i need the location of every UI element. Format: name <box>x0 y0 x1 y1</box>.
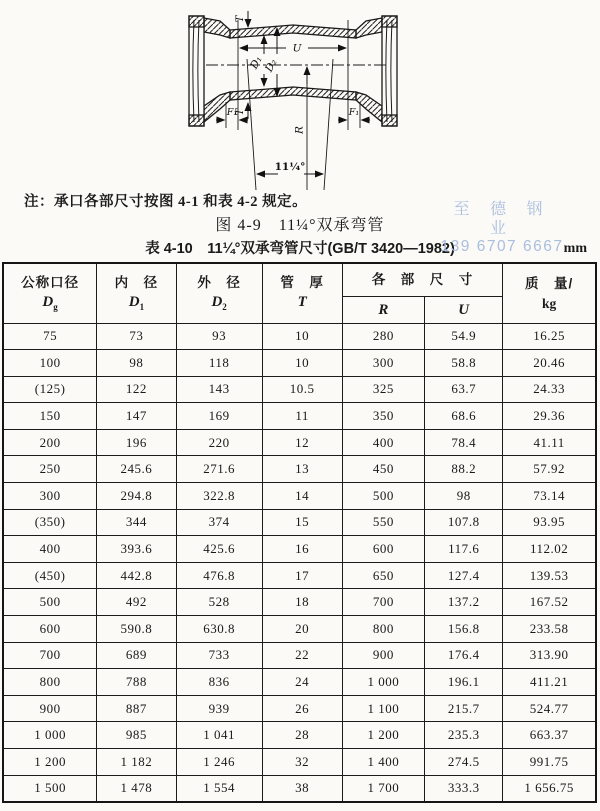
symbol-base: D <box>211 294 223 311</box>
symbol-base: D <box>42 294 54 311</box>
left-socket-mouth <box>189 16 204 126</box>
table-cell: 689 <box>97 642 176 669</box>
table-cell: 200 <box>3 429 97 456</box>
pipe-top-wall <box>230 25 356 38</box>
table-cell: (450) <box>3 562 97 589</box>
table-cell: 600 <box>342 536 424 563</box>
table-cell: 150 <box>3 403 97 430</box>
table-cell: 500 <box>342 483 424 510</box>
table-cell: 1 656.75 <box>503 775 596 802</box>
table-cell: 32 <box>262 749 342 776</box>
table-cell: 88.2 <box>425 456 503 483</box>
table-cell: 1 200 <box>3 749 97 776</box>
left-socket-top-flare <box>204 18 230 38</box>
table-cell: 1 246 <box>176 749 262 776</box>
table-cell: 1 554 <box>176 775 262 802</box>
table-cell: 169 <box>176 403 262 430</box>
table-cell: 500 <box>3 589 97 616</box>
table-cell: 800 <box>3 669 97 696</box>
table-row <box>3 749 596 776</box>
table-cell: 1 478 <box>97 775 176 802</box>
figure-caption: 图 4-9 11¼°双承弯管 <box>215 217 385 234</box>
table-row <box>3 376 596 403</box>
table-cell: 788 <box>97 669 176 696</box>
table-cell: 54.9 <box>425 323 503 350</box>
dimension-table-wrap <box>2 262 597 803</box>
table-cell: 143 <box>176 376 262 403</box>
table-cell: 524.77 <box>503 695 596 722</box>
dim-label-r: R <box>293 126 306 134</box>
table-row <box>3 456 596 483</box>
table-cell: 550 <box>342 509 424 536</box>
table-cell: 1 100 <box>342 695 424 722</box>
table-cell: 122 <box>97 376 176 403</box>
table-row <box>3 350 596 377</box>
right-socket-rim-top <box>382 16 397 27</box>
table-cell: 1 000 <box>342 669 424 696</box>
table-cell: 344 <box>97 509 176 536</box>
table-cell: 374 <box>176 509 262 536</box>
table-cell: 313.90 <box>503 642 596 669</box>
table-cell: 350 <box>342 403 424 430</box>
header-dims-cn: 各 部 尺 寸 <box>371 271 474 287</box>
table-cell: (350) <box>3 509 97 536</box>
col-header-wall-thickness <box>262 263 342 323</box>
header-nominal-symbol <box>4 293 96 313</box>
table-cell: 1 700 <box>342 775 424 802</box>
table-cell: 20.46 <box>503 350 596 377</box>
table-cell: 393.6 <box>97 536 176 563</box>
table-body <box>3 323 596 802</box>
table-cell: 294.8 <box>97 483 176 510</box>
table-cell: 196.1 <box>425 669 503 696</box>
table-cell: 274.5 <box>425 749 503 776</box>
table-cell: 991.75 <box>503 749 596 776</box>
table-cell: 98 <box>97 350 176 377</box>
table-cell: 26 <box>262 695 342 722</box>
table-cell: 215.7 <box>425 695 503 722</box>
table-cell: 442.8 <box>97 562 176 589</box>
table-cell: 78.4 <box>425 429 503 456</box>
table-cell: 57.92 <box>503 456 596 483</box>
table-cell: 1 500 <box>3 775 97 802</box>
table-row <box>3 589 596 616</box>
table-cell: 300 <box>342 350 424 377</box>
header-inner-symbol <box>97 293 175 313</box>
table-row <box>3 669 596 696</box>
table-cell: 476.8 <box>176 562 262 589</box>
table-cell: 1 182 <box>97 749 176 776</box>
table-cell: 245.6 <box>97 456 176 483</box>
table-cell: 58.8 <box>425 350 503 377</box>
table-cell: 325 <box>342 376 424 403</box>
table-cell: 14 <box>262 483 342 510</box>
table-cell: 492 <box>97 589 176 616</box>
header-mass-cn: 质 量/ <box>525 276 574 292</box>
watermark-phone: 139 6707 6667 <box>440 238 564 256</box>
table-row <box>3 536 596 563</box>
table-cell: 38 <box>262 775 342 802</box>
table-cell: 280 <box>342 323 424 350</box>
table-cell: (125) <box>3 376 97 403</box>
table-cell: 196 <box>97 429 176 456</box>
table-cell: 127.4 <box>425 562 503 589</box>
header-outer-symbol <box>177 293 262 313</box>
table-cell: 425.6 <box>176 536 262 563</box>
table-caption: 表 4-10 11¼°双承弯管尺寸(GB/T 3420—1982) <box>145 241 455 257</box>
right-socket-top-flare <box>356 18 382 38</box>
table-cell: 73.14 <box>503 483 596 510</box>
table-cell: 93.95 <box>503 509 596 536</box>
note-text: 注：承口各部尺寸按图 4-1 和表 4-2 规定。 <box>24 194 308 210</box>
table-cell: 41.11 <box>503 429 596 456</box>
symbol-sub: 2 <box>222 302 227 313</box>
table-cell: 10.5 <box>262 376 342 403</box>
table-cell: 985 <box>97 722 176 749</box>
table-row <box>3 616 596 643</box>
col-header-mass <box>503 263 596 323</box>
table-cell: 156.8 <box>425 616 503 643</box>
col-header-inner-diameter <box>97 263 176 323</box>
table-cell: 100 <box>3 350 97 377</box>
table-cell: 700 <box>3 642 97 669</box>
watermark-company: 至 德 钢 业 <box>453 201 551 238</box>
table-cell: 10 <box>262 350 342 377</box>
header-mass-unit: kg <box>542 295 557 311</box>
table-cell: 300 <box>3 483 97 510</box>
header-outer-cn: 外 径 <box>197 275 241 291</box>
dim-label-t-bottom: T <box>234 108 246 116</box>
dimension-table <box>2 262 597 803</box>
table-cell: 400 <box>3 536 97 563</box>
symbol-base: T <box>297 294 307 311</box>
table-cell: 16.25 <box>503 323 596 350</box>
table-cell: 939 <box>176 695 262 722</box>
table-row <box>3 562 596 589</box>
table-cell: 10 <box>262 323 342 350</box>
table-cell: 600 <box>3 616 97 643</box>
table-cell: 233.58 <box>503 616 596 643</box>
dim-label-d2: D₂ <box>263 57 280 74</box>
table-cell: 18 <box>262 589 342 616</box>
symbol-sub: g <box>53 302 58 313</box>
dim-label-f1-right: F₁ <box>348 107 360 118</box>
header-nominal-cn: 公称口径 <box>21 275 80 291</box>
table-cell: 16 <box>262 536 342 563</box>
table-cell: 630.8 <box>176 616 262 643</box>
table-cell: 112.02 <box>503 536 596 563</box>
symbol-sub: 1 <box>139 302 145 313</box>
col-header-part-dimensions <box>342 263 503 296</box>
table-cell: 147 <box>97 403 176 430</box>
symbol-base: D <box>128 294 140 311</box>
table-cell: 836 <box>176 669 262 696</box>
table-cell: 107.8 <box>425 509 503 536</box>
dim-label-f1-left: F₁ <box>226 107 238 118</box>
col-header-nominal-diameter <box>3 263 97 323</box>
table-cell: 1 041 <box>176 722 262 749</box>
table-cell: 117.6 <box>425 536 503 563</box>
header-thickness-cn: 管 厚 <box>280 275 324 291</box>
table-cell: 450 <box>342 456 424 483</box>
table-cell: 11 <box>262 403 342 430</box>
table-cell: 12 <box>262 429 342 456</box>
bend-face-line-right <box>324 59 333 190</box>
table-cell: 1 000 <box>3 722 97 749</box>
col-header-u: U <box>425 296 503 323</box>
right-socket-rim-bottom <box>382 115 397 126</box>
dim-label-angle: 11¼° <box>274 161 306 173</box>
table-cell: 22 <box>262 642 342 669</box>
table-cell: 75 <box>3 323 97 350</box>
table-cell: 220 <box>176 429 262 456</box>
table-cell: 411.21 <box>503 669 596 696</box>
dim-label-d1: D₁ <box>248 54 265 71</box>
dim-label-t-top: T <box>234 15 246 23</box>
table-cell: 333.3 <box>425 775 503 802</box>
table-cell: 700 <box>342 589 424 616</box>
table-cell: 167.52 <box>503 589 596 616</box>
table-cell: 900 <box>3 695 97 722</box>
table-cell: 73 <box>97 323 176 350</box>
header-thickness-symbol <box>263 293 342 313</box>
table-cell: 24.33 <box>503 376 596 403</box>
table-row <box>3 403 596 430</box>
table-cell: 118 <box>176 350 262 377</box>
table-row <box>3 695 596 722</box>
table-cell: 400 <box>342 429 424 456</box>
table-cell: 800 <box>342 616 424 643</box>
col-header-r: R <box>342 296 424 323</box>
table-cell: 17 <box>262 562 342 589</box>
table-cell: 15 <box>262 509 342 536</box>
table-cell: 68.6 <box>425 403 503 430</box>
left-socket-rim-top <box>189 16 204 27</box>
table-cell: 733 <box>176 642 262 669</box>
table-cell: 887 <box>97 695 176 722</box>
pipe-body <box>189 16 397 126</box>
table-cell: 20 <box>262 616 342 643</box>
bend-face-line-left <box>247 59 256 190</box>
table-cell: 176.4 <box>425 642 503 669</box>
left-socket-rim-bottom <box>189 115 204 126</box>
pipe-bend-diagram <box>180 2 415 190</box>
table-row <box>3 483 596 510</box>
table-cell: 1 400 <box>342 749 424 776</box>
table-cell: 93 <box>176 323 262 350</box>
table-cell: 271.6 <box>176 456 262 483</box>
table-cell: 900 <box>342 642 424 669</box>
table-row <box>3 323 596 350</box>
table-row <box>3 775 596 802</box>
table-cell: 137.2 <box>425 589 503 616</box>
col-header-outer-diameter <box>176 263 262 323</box>
table-cell: 590.8 <box>97 616 176 643</box>
table-cell: 235.3 <box>425 722 503 749</box>
table-cell: 13 <box>262 456 342 483</box>
table-header <box>3 263 596 323</box>
dim-label-u: U <box>292 42 302 55</box>
table-row <box>3 722 596 749</box>
table-cell: 528 <box>176 589 262 616</box>
table-cell: 650 <box>342 562 424 589</box>
table-cell: 63.7 <box>425 376 503 403</box>
table-cell: 29.36 <box>503 403 596 430</box>
table-cell: 98 <box>425 483 503 510</box>
table-cell: 139.53 <box>503 562 596 589</box>
table-row <box>3 429 596 456</box>
table-cell: 322.8 <box>176 483 262 510</box>
table-cell: 250 <box>3 456 97 483</box>
table-cell: 663.37 <box>503 722 596 749</box>
unit-label: mm <box>563 241 587 256</box>
table-row <box>3 509 596 536</box>
right-socket-mouth <box>382 16 397 126</box>
header-inner-cn: 内 径 <box>114 275 159 291</box>
table-cell: 1 200 <box>342 722 424 749</box>
table-cell: 28 <box>262 722 342 749</box>
table-cell: 24 <box>262 669 342 696</box>
table-row <box>3 642 596 669</box>
